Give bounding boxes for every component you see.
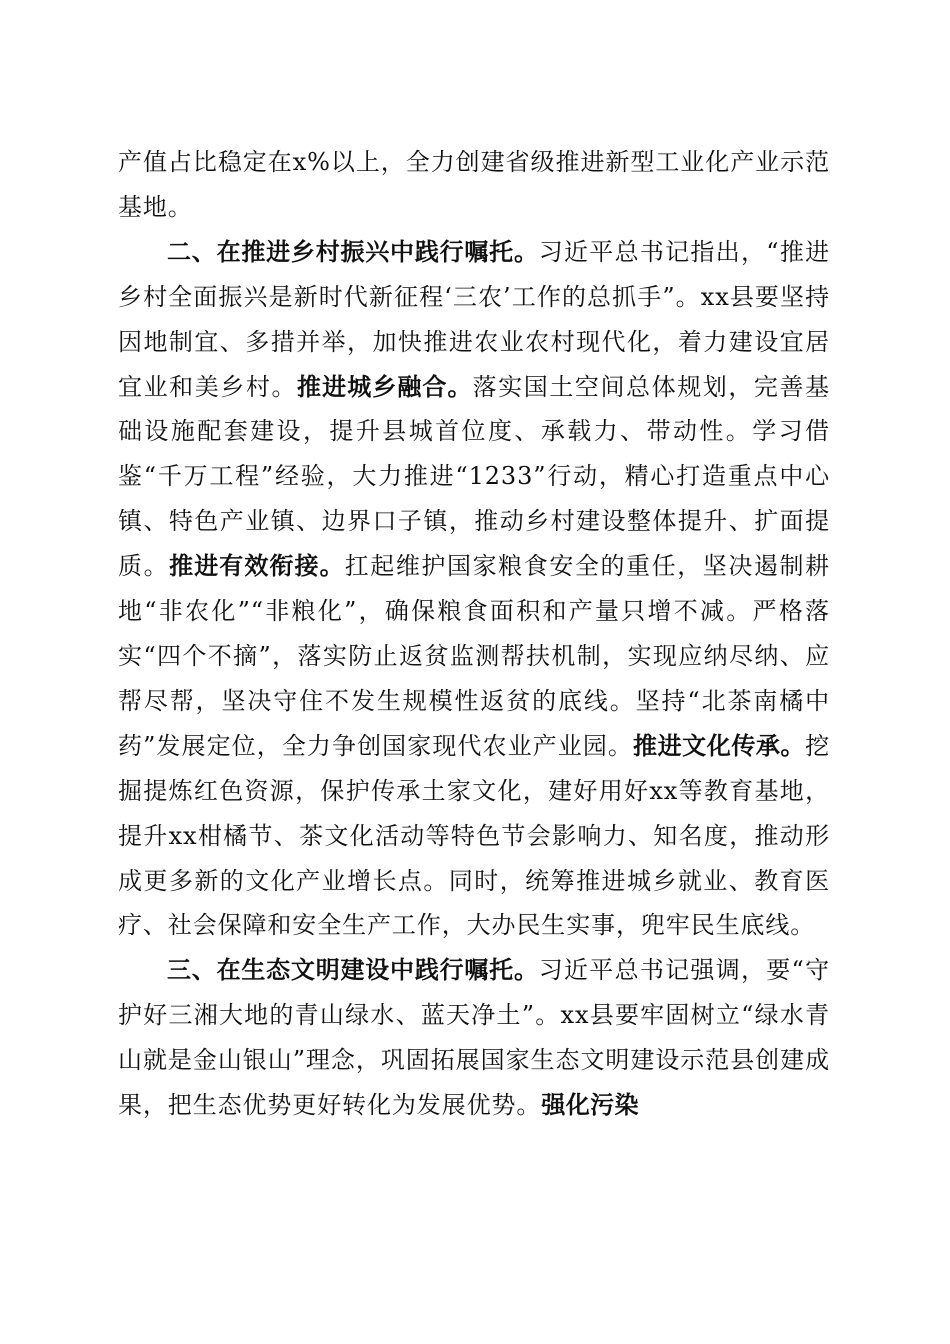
paragraph-rural-revitalization xyxy=(118,230,830,949)
body-text: 习近平总书记指出，“推进乡村全面振兴是新时代新征程‘三农’工作的总抓手”。xx县要坚持因地制宜、多措并举，加快推进农业农村现代化，着力建设宜居宜业和美乡村。 xyxy=(118,237,831,401)
section-heading: 二、在推进乡村振兴中践行嘱托。 xyxy=(167,237,539,266)
body-text: 落实国土空间总体规划，完善基础设施配套建设，提升县城首位度、承载力、带动性。学习借鉴“千万工程”经验，大力推进“1233”行动，精心打造重点中心镇、特色产业镇、边界口子镇，推动乡村建设整体提升、扩面提质。 xyxy=(118,372,830,581)
subsection-heading: 强化污染 xyxy=(541,1091,639,1120)
subsection-heading: 推进有效衔接。 xyxy=(169,552,345,581)
paragraph-ecological-civilization xyxy=(118,948,830,1128)
body-text: 习近平总书记强调，要“守护好三湘大地的青山绿水、蓝天净土”。xx县要牢固树立“绿水青山就是金山银山”理念，巩固拓展国家生态文明建设示范县创建成果，把生态优势更好转化为发展优势。 xyxy=(118,956,831,1120)
paragraph-continuation xyxy=(118,140,830,230)
body-text: 产值占比稳定在x%以上，全力创建省级推进新型工业化产业示范基地。 xyxy=(118,148,830,221)
document-page xyxy=(118,140,830,1128)
subsection-heading: 推进文化传承。 xyxy=(633,731,806,760)
body-text: 扛起维护国家粮食安全的重任，坚决遏制耕地“非农化”“非粮化”，确保粮食面积和产量只增不减。严格落实“四个不摘”，落实防止返贫监测帮扶机制，实现应纳尽纳、应帮尽帮，坚决守住不发生规模性返贫的底线。坚持“北茶南橘中药”发展定位，全力争创国家现代农业产业园。 xyxy=(118,552,830,760)
section-heading: 三、在生态文明建设中践行嘱托。 xyxy=(167,956,539,985)
subsection-heading: 推进城乡融合。 xyxy=(297,372,473,401)
body-text: 挖掘提炼红色资源，保护传承土家文化，建好用好xx等教育基地，提升xx柑橘节、茶文化活动等特色节会影响力、知名度，推动形成更多新的文化产业增长点。同时，统筹推进城乡就业、教育医疗、社会保障和安全生产工作，大办民生实事，兜牢民生底线。 xyxy=(118,731,830,940)
